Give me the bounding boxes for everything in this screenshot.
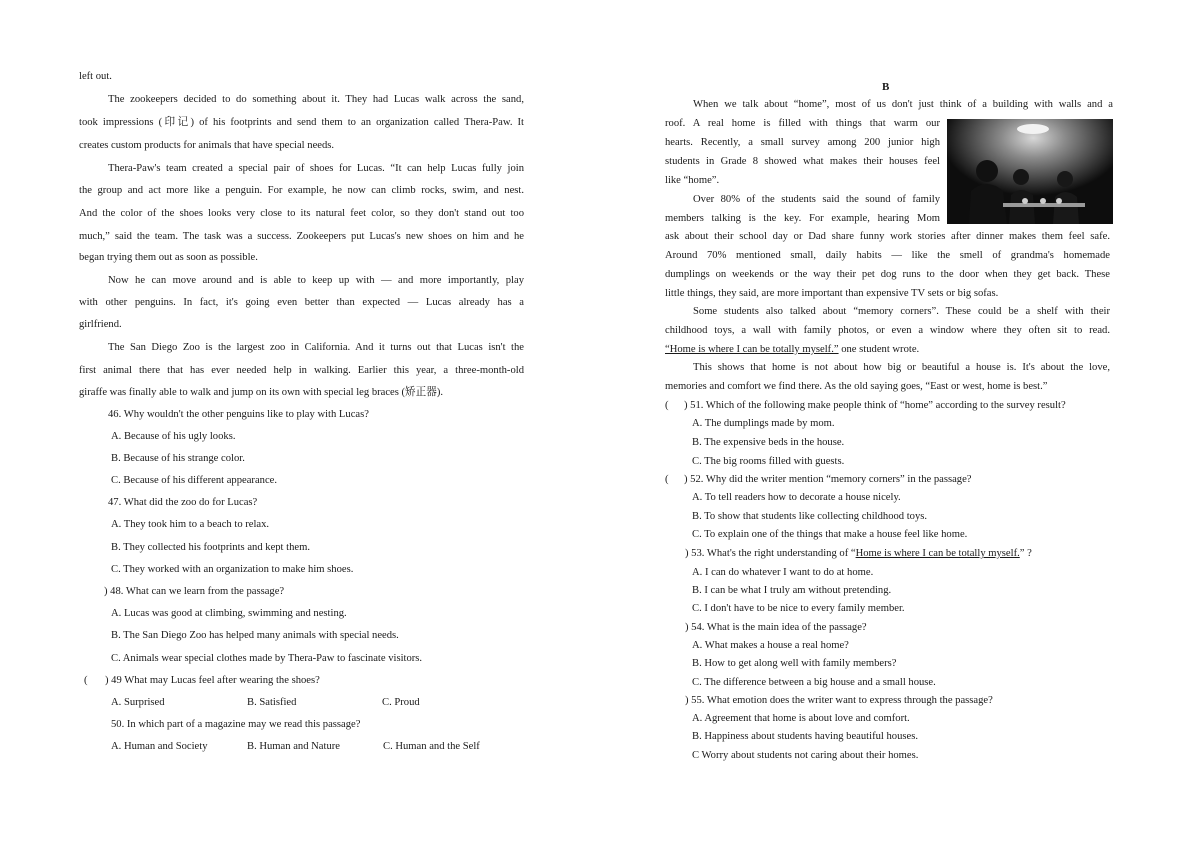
passage-heading: B [882,81,890,93]
text-line: When we talk about “home”, most of us don't just think of a building with walls and a [693,99,1113,110]
q54-option-a: A. What makes a house a real home? [692,640,849,651]
q54-option-b: B. How to get along well with family members? [692,658,897,669]
question-50-stem: 50. In which part of a magazine may we read this passage? [111,719,361,730]
quote-attribution: one student wrote. [838,344,920,355]
q53-underlined-quote: Home is where I can be totally myself. [855,548,1020,559]
text-line: And the color of the shoes looks very close to its natural feet color, so they don't stand out too [79,208,524,219]
text-line [665,343,919,357]
text-line: members talking is the key. For example, hearing Mom [665,213,940,224]
q46-option-a: A. Because of his ugly looks. [111,431,236,442]
underlined-quote: “Home is where I can be totally myself.” [665,344,839,355]
q50-option-c: C. Human and the Self [383,741,480,752]
q55-option-c: C Worry about students not caring about their homes. [692,750,919,761]
q55-option-b: B. Happiness about students having beautiful houses. [692,731,918,742]
q53-stem-text: ) 53. What's the right understanding of “ [685,548,856,559]
text-line: Now he can move around and is able to keep up with — and more importantly, play [108,275,524,286]
family-dinner-photo [947,119,1113,224]
q53-option-b: B. I can be what I truly am without pretending. [692,585,892,596]
question-47-stem: 47. What did the zoo do for Lucas? [108,497,258,508]
text-line: dumplings on weekends or the way their pet dog runs to the door when they get back. These [665,269,1110,280]
q47-option-a: A. They took him to a beach to relax. [111,519,270,530]
text-line: The zookeepers decided to do something about it. They had Lucas walk across the sand, [108,94,524,105]
text-line: This shows that home is not about how big or beautiful a house is. It's about the love, [693,362,1110,373]
q50-option-a: A. Human and Society [111,741,208,752]
text-line: Over 80% of the students said the sound of family [693,194,940,205]
text-line: Thera-Paw's team created a special pair of shoes for Lucas. “It can help Lucas fully join [108,163,524,174]
text-line: first animal there that has ever needed help in walking. Earlier this year, a three-month-old [79,365,524,376]
text-line: roof. A real home is filled with things that warm our [665,118,940,129]
q51-option-c: C. The big rooms filled with guests. [692,456,845,467]
text-line: like “home”. [665,175,720,186]
q53-stem-end: ” ? [1019,548,1032,559]
text-line: giraffe was finally able to walk and jump on its own with special leg braces (矫正器). [79,387,444,398]
text-line: creates custom products for animals that have special needs. [79,140,335,151]
q47-option-b: B. They collected his footprints and kept them. [111,542,310,553]
q50-option-b: B. Human and Nature [247,741,340,752]
question-54-stem: ) 54. What is the main idea of the passage? [685,622,867,633]
answer-paren: ( [84,675,88,686]
q48-option-b: B. The San Diego Zoo has helped many animals with special needs. [111,630,399,641]
q52-option-c: C. To explain one of the things that make a house feel like home. [692,529,968,540]
text-line: the group and act more like a penguin. For example, he now can climb rocks, swim, and nest. [79,185,524,196]
text-line: little things, they said, are more important than expensive TV sets or big sofas. [665,288,999,299]
q53-option-c: C. I don't have to be nice to every family member. [692,603,905,614]
text-line: memories and comfort we find there. As the old saying goes, “East or west, home is best.” [665,381,1048,392]
text-line: childhood toys, a wall with family photos, or even a window where they often sit to read. [665,325,1110,336]
question-55-stem: ) 55. What emotion does the writer want to express through the passage? [685,695,993,706]
question-52-stem: ) 52. Why did the writer mention “memory corners” in the passage? [684,474,972,485]
q49-option-c: C. Proud [382,697,420,708]
text-line: took impressions (印记) of his footprints and send them to an organization called Thera-Paw. It [79,117,524,128]
text-line: Around 70% mentioned small, daily habits — like the smell of grandma's homemade [665,250,1110,261]
q51-option-b: B. The expensive beds in the house. [692,437,845,448]
text-line: The San Diego Zoo is the largest zoo in California. And it turns out that Lucas isn't the [108,342,524,353]
text-line: Some students also talked about “memory corners”. These could be a shelf with their [693,306,1110,317]
text-line: hearts. Recently, a small survey among 200 junior high [665,137,940,148]
answer-paren: ( [665,474,669,485]
q53-option-a: A. I can do whatever I want to do at home. [692,567,874,578]
q51-option-a: A. The dumplings made by mom. [692,418,835,429]
text-line: much,” said the team. The task was a success. Zookeepers put Lucas's new shoes on him and he [79,231,524,242]
q55-option-a: A. Agreement that home is about love and comfort. [692,713,910,724]
q52-option-a: A. To tell readers how to decorate a house nicely. [692,492,901,503]
q54-option-c: C. The difference between a big house and a small house. [692,677,936,688]
text-line: began trying them out as soon as possible. [79,252,258,263]
text-line: students in Grade 8 showed what makes their houses feel [665,156,940,167]
q47-option-c: C. They worked with an organization to make him shoes. [111,564,354,575]
q48-option-a: A. Lucas was good at climbing, swimming and nesting. [111,608,347,619]
q49-option-a: A. Surprised [111,697,165,708]
text-line: with other penguins. In fact, it's going even better than expected — Lucas already has a [79,297,524,308]
question-49-stem: ) 49 What may Lucas feel after wearing the shoes? [105,675,320,686]
text-line: left out. [79,71,112,82]
q46-option-c: C. Because of his different appearance. [111,475,277,486]
q49-option-b: B. Satisfied [247,697,297,708]
q46-option-b: B. Because of his strange color. [111,453,245,464]
question-53-stem [685,547,1032,561]
text-line: ask about their school day or Dad share funny work stories after dinner makes them feel safe. [665,231,1110,242]
text-line: girlfriend. [79,319,122,330]
question-46-stem: 46. Why wouldn't the other penguins like to play with Lucas? [108,409,369,420]
question-48-stem: ) 48. What can we learn from the passage? [104,586,285,597]
q48-option-c: C. Animals wear special clothes made by Thera-Paw to fascinate visitors. [111,653,423,664]
q52-option-b: B. To show that students like collecting childhood toys. [692,511,928,522]
answer-paren: ( [665,400,669,411]
question-51-stem: ) 51. Which of the following make people think of “home” according to the survey result? [684,400,1066,411]
